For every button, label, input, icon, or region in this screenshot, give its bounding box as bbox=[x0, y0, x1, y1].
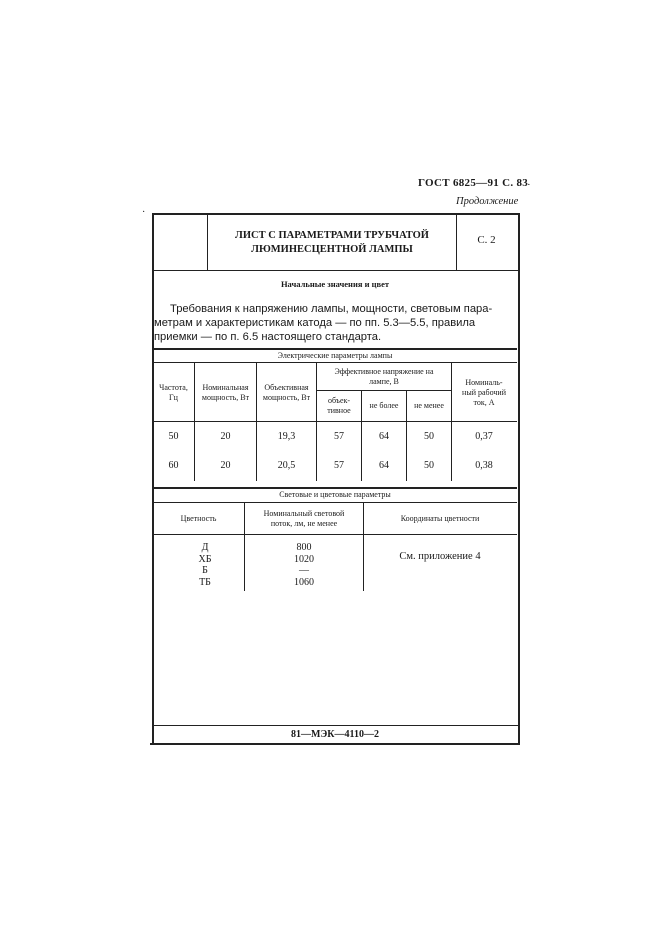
cell-voltage-objective: 57 bbox=[334, 430, 344, 442]
footer-code: 81—МЭК—4110—2 bbox=[291, 729, 379, 740]
continuation-label: Продолжение bbox=[456, 196, 519, 207]
list-item: 1060 bbox=[294, 576, 314, 588]
header-light-flux-l1: Номинальный световой bbox=[263, 509, 345, 518]
cell-voltage-min: 50 bbox=[424, 459, 434, 471]
sheet-title-line1: ЛИСТ С ПАРАМЕТРАМИ ТРУБЧАТОЙ bbox=[235, 230, 429, 241]
cell-nominal-power: 20 bbox=[220, 459, 231, 471]
header-frequency-l2: Гц bbox=[169, 393, 178, 402]
cell-voltage-min: 50 bbox=[424, 430, 434, 442]
header-objective-power-l2: мощность, Вт bbox=[262, 393, 311, 402]
cell-frequency: 60 bbox=[168, 459, 179, 471]
sheet-title-line2: ЛЮМИНЕСЦЕНТНОЙ ЛАМПЫ bbox=[251, 244, 413, 255]
page-mark: · bbox=[527, 179, 531, 191]
header-objective-power bbox=[257, 365, 316, 421]
list-item: 1020 bbox=[294, 553, 314, 565]
footer-line-bottom bbox=[150, 743, 520, 745]
requirements-paragraph bbox=[154, 302, 514, 344]
header-nominal-power bbox=[195, 365, 256, 421]
cell-current: 0,37 bbox=[475, 430, 493, 442]
list-item: Б bbox=[202, 565, 208, 576]
header-light-flux bbox=[245, 504, 363, 534]
document-reference: ГОСТ 6825—91 С. 83 bbox=[418, 177, 529, 189]
color-list bbox=[153, 542, 257, 588]
paragraph-line1: Требования к напряжению лампы, мощности, световым пара- bbox=[170, 303, 493, 315]
list-item: — bbox=[299, 565, 309, 576]
header-effective-voltage bbox=[317, 364, 451, 390]
paragraph-line2: метрам и характеристикам катода — по пп. 5.3—5.5, правила bbox=[154, 317, 476, 329]
title-bottom-line bbox=[152, 270, 518, 271]
header-nominal-current bbox=[452, 365, 516, 421]
color-coordinates-value: См. приложение 4 bbox=[399, 551, 481, 562]
cell-current: 0,38 bbox=[475, 459, 493, 471]
footer-line-top bbox=[152, 725, 518, 726]
title-divider-left bbox=[207, 214, 208, 270]
electrical-table-caption: Электрические параметры лампы bbox=[277, 351, 393, 360]
cell-voltage-max: 64 bbox=[379, 430, 389, 442]
header-nominal-current-l2: ный рабочий bbox=[462, 388, 506, 397]
header-voltage-max: не более bbox=[369, 401, 399, 410]
header-nominal-power-l2: мощность, Вт bbox=[201, 393, 250, 402]
cell-frequency: 50 bbox=[168, 430, 179, 442]
corner-mark: · bbox=[142, 207, 146, 218]
header-objective-power-l1: Объективная bbox=[264, 383, 309, 392]
document-frame bbox=[152, 213, 520, 745]
list-item: ХБ bbox=[198, 553, 212, 565]
header-nominal-current-l3: ток, А bbox=[473, 398, 495, 407]
electrical-caption-line bbox=[153, 362, 517, 363]
electrical-table-top-line bbox=[153, 348, 517, 350]
cell-nominal-power: 20 bbox=[220, 430, 231, 442]
header-voltage-objective bbox=[317, 391, 361, 421]
header-effective-voltage-l1: Эффективное напряжение на bbox=[334, 367, 434, 376]
list-item: ТБ bbox=[199, 576, 211, 588]
header-nominal-current-l1: Номиналь- bbox=[465, 378, 503, 387]
section-title: Начальные значения и цвет bbox=[280, 279, 390, 289]
header-light-flux-l2: поток, лм, не менее bbox=[270, 519, 338, 528]
cell-objective-power: 20,5 bbox=[277, 459, 296, 471]
electrical-header-bottom-line bbox=[153, 421, 517, 422]
sheet-number: С. 2 bbox=[477, 234, 496, 246]
flux-list bbox=[245, 542, 363, 588]
cell-voltage-objective: 57 bbox=[334, 459, 344, 471]
paragraph-line3: приемки — по п. 6.5 настоящего стандарта. bbox=[154, 331, 382, 343]
light-table-top-line bbox=[153, 487, 517, 489]
header-voltage-objective-l2: тивное bbox=[327, 406, 351, 415]
list-item: Д bbox=[201, 542, 209, 553]
list-item: 800 bbox=[296, 542, 312, 553]
header-frequency-l1: Частота, bbox=[159, 383, 188, 392]
sheet-title bbox=[210, 229, 454, 257]
header-voltage-objective-l1: объек- bbox=[327, 396, 351, 405]
header-color: Цветность bbox=[180, 514, 217, 523]
header-effective-voltage-l2: лампе, В bbox=[369, 377, 399, 386]
header-color-coordinates: Координаты цветности bbox=[400, 514, 480, 523]
header-voltage-min: не менее bbox=[414, 401, 444, 410]
header-frequency bbox=[153, 365, 194, 421]
cell-voltage-max: 64 bbox=[379, 459, 389, 471]
header-nominal-power-l1: Номинальная bbox=[202, 383, 249, 392]
light-caption-line bbox=[153, 502, 517, 503]
light-header-bottom-line bbox=[153, 534, 517, 535]
light-table-caption: Световые и цветовые параметры bbox=[279, 490, 391, 499]
cell-objective-power: 19,3 bbox=[277, 430, 296, 442]
